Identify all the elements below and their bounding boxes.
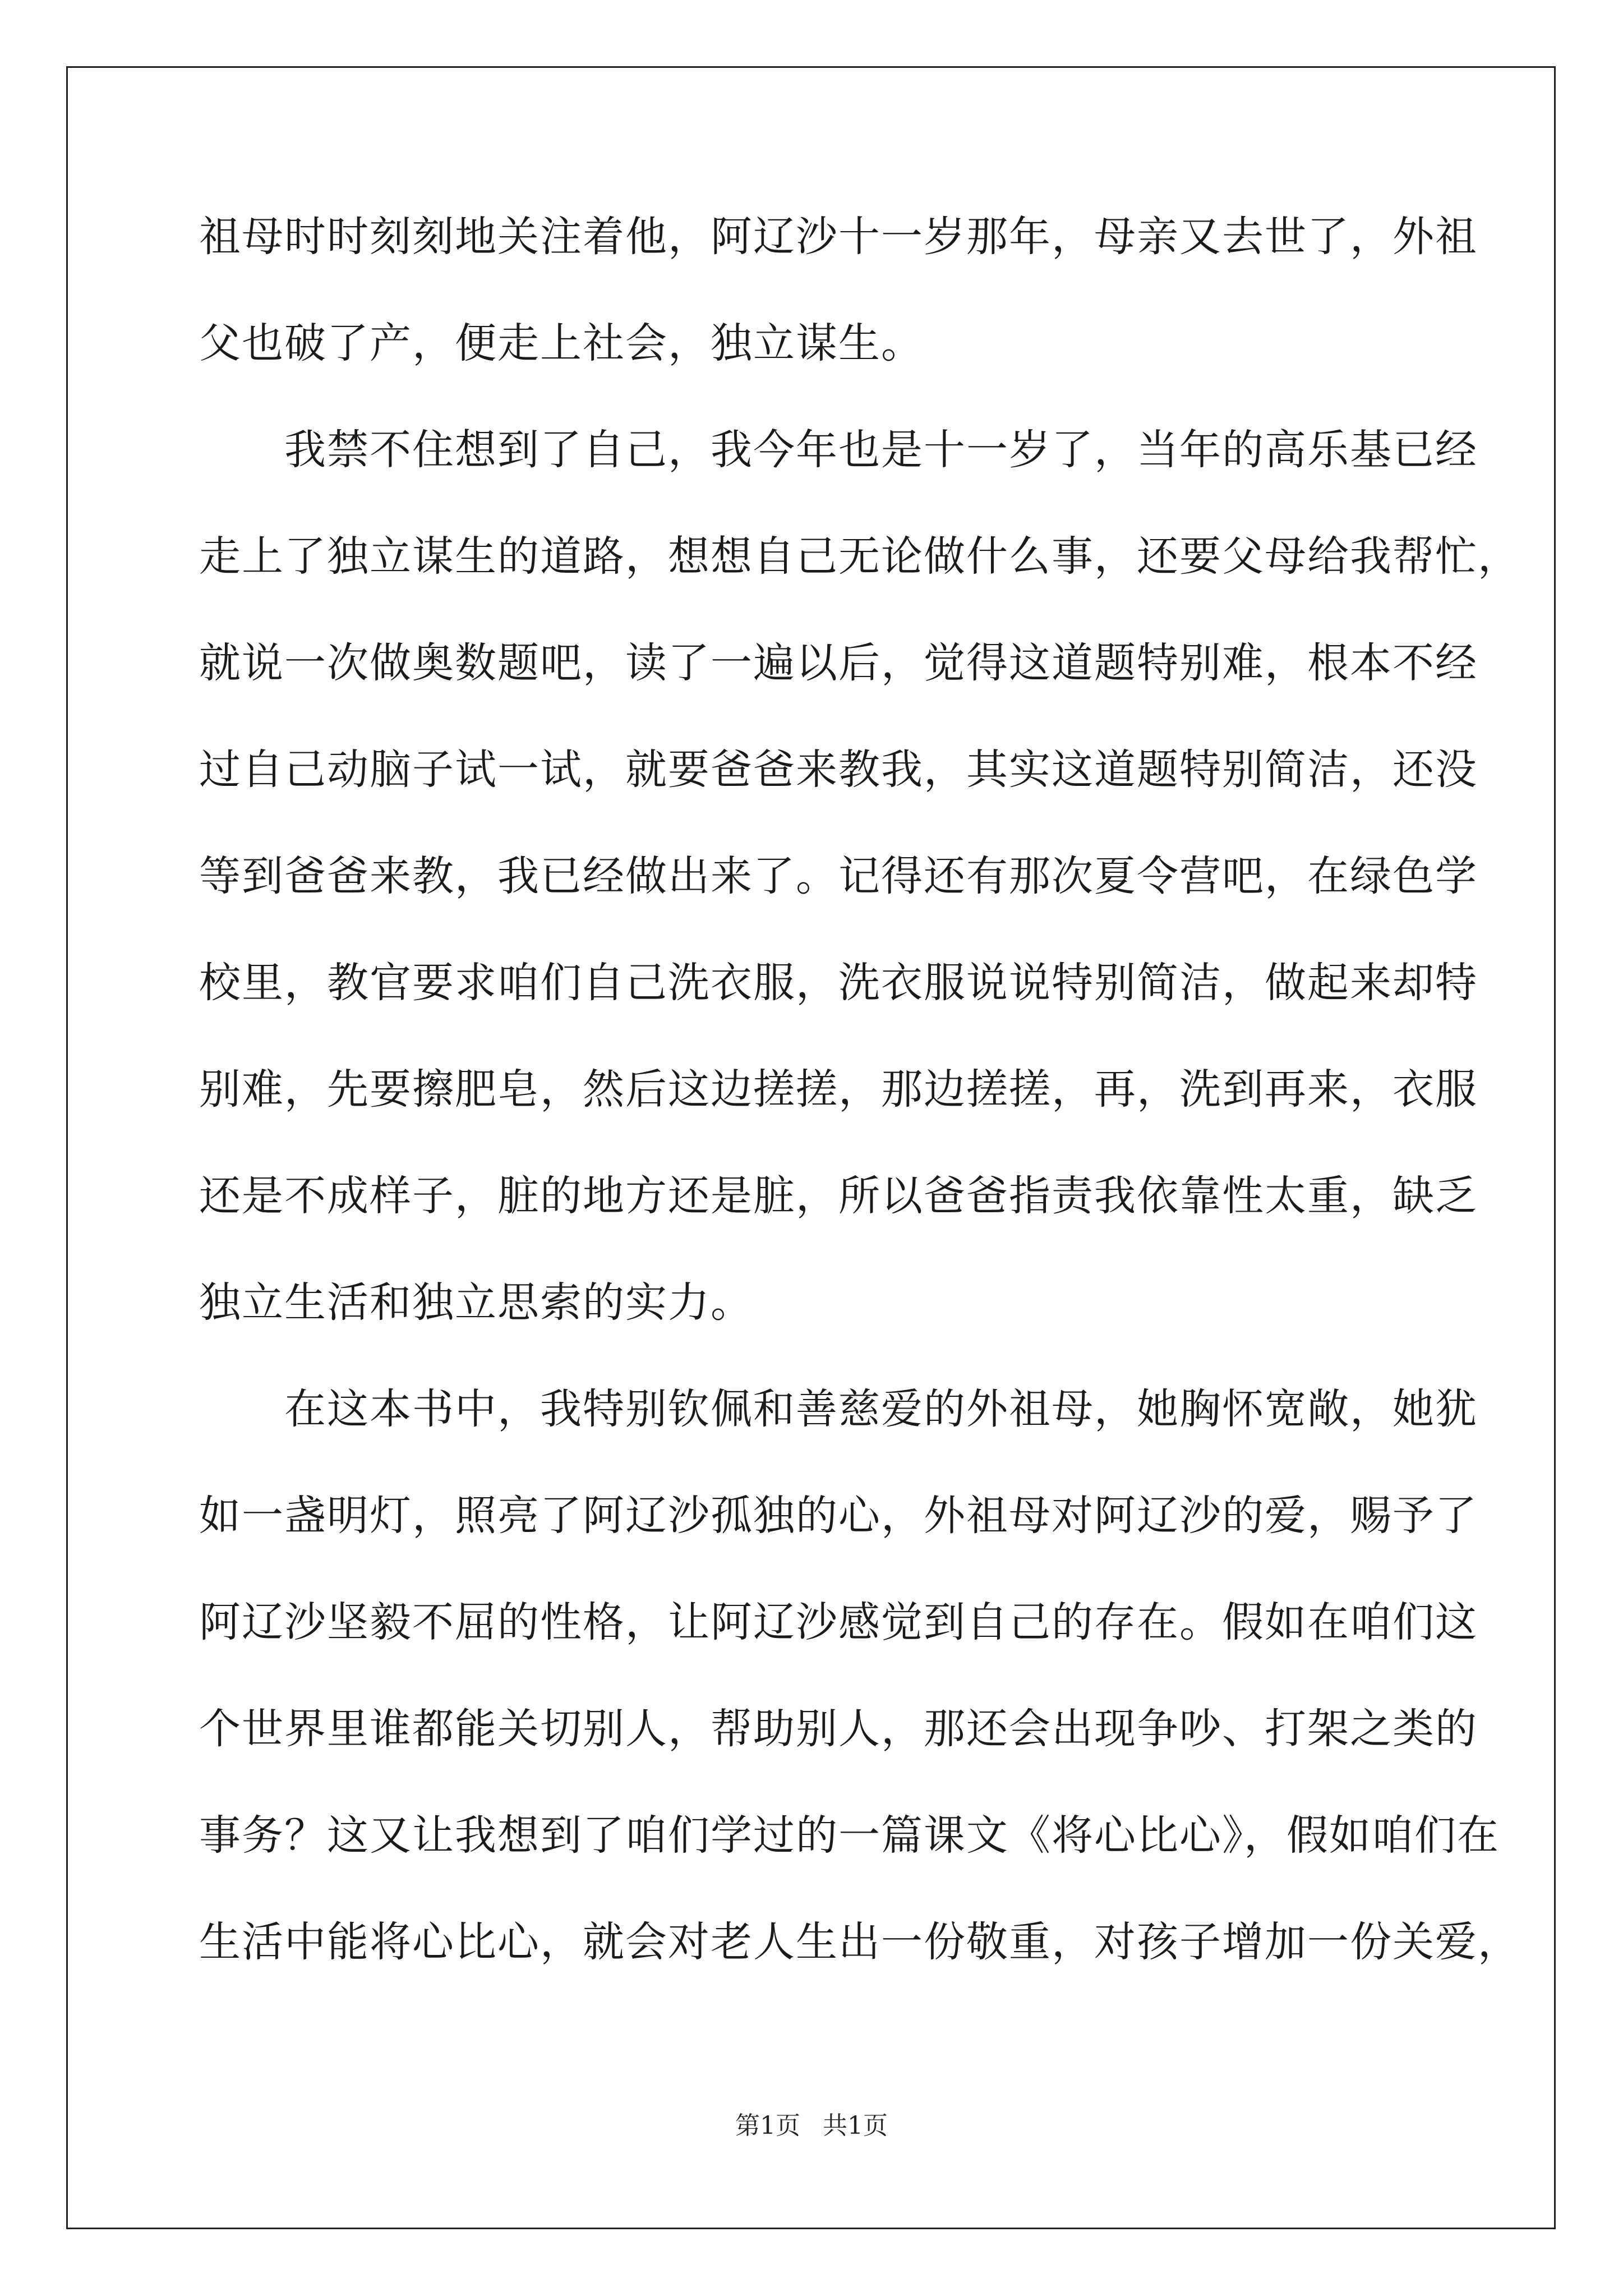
text-line: 在这本书中，我特别钦佩和善慈爱的外祖母，她胸怀宽敞，她犹 <box>199 1385 1478 1433</box>
text-line: 校里，教官要求咱们自己洗衣服，洗衣服说说特别简洁，做起来却特 <box>199 959 1478 1007</box>
page-number: 第1页 <box>735 2111 800 2140</box>
text-line: 过自己动脑子试一试，就要爸爸来教我，其实这道题特别简洁，还没 <box>199 746 1478 794</box>
page-total: 共1页 <box>823 2111 888 2140</box>
page-footer <box>0 2109 1623 2143</box>
text-line: 走上了独立谋生的道路，想想自己无论做什么事，还要父母给我帮忙， <box>199 532 1520 581</box>
text-line: 如一盏明灯，照亮了阿辽沙孤独的心，外祖母对阿辽沙的爱，赐予了 <box>199 1492 1478 1540</box>
text-line: 祖母时时刻刻地关注着他，阿辽沙十一岁那年，母亲又去世了，外祖 <box>199 213 1478 261</box>
text-line: 父也破了产，便走上社会，独立谋生。 <box>199 319 924 367</box>
page-border <box>66 66 1556 2229</box>
text-line: 独立生活和独立思索的实力。 <box>199 1278 753 1327</box>
text-line: 别难，先要擦肥皂，然后这边搓搓，那边搓搓，再，洗到再来，衣服 <box>199 1065 1478 1114</box>
text-line: 阿辽沙坚毅不屈的性格，让阿辽沙感觉到自己的存在。假如在咱们这 <box>199 1598 1478 1646</box>
text-line: 事务？这又让我想到了咱们学过的一篇课文《将心比心》，假如咱们在 <box>199 1811 1500 1860</box>
text-line: 生活中能将心比心，就会对老人生出一份敬重，对孩子增加一份关爱， <box>199 1918 1520 1966</box>
text-line: 等到爸爸来教，我已经做出来了。记得还有那次夏令营吧，在绿色学 <box>199 852 1478 900</box>
text-line: 个世界里谁都能关切别人，帮助别人，那还会出现争吵、打架之类的 <box>199 1705 1478 1753</box>
text-line: 就说一次做奥数题吧，读了一遍以后，觉得这道题特别难，根本不经 <box>199 639 1478 687</box>
text-line: 还是不成样子，脏的地方还是脏，所以爸爸指责我依靠性太重，缺乏 <box>199 1172 1478 1220</box>
text-line: 我禁不住想到了自己，我今年也是十一岁了，当年的高乐基已经 <box>199 426 1478 474</box>
